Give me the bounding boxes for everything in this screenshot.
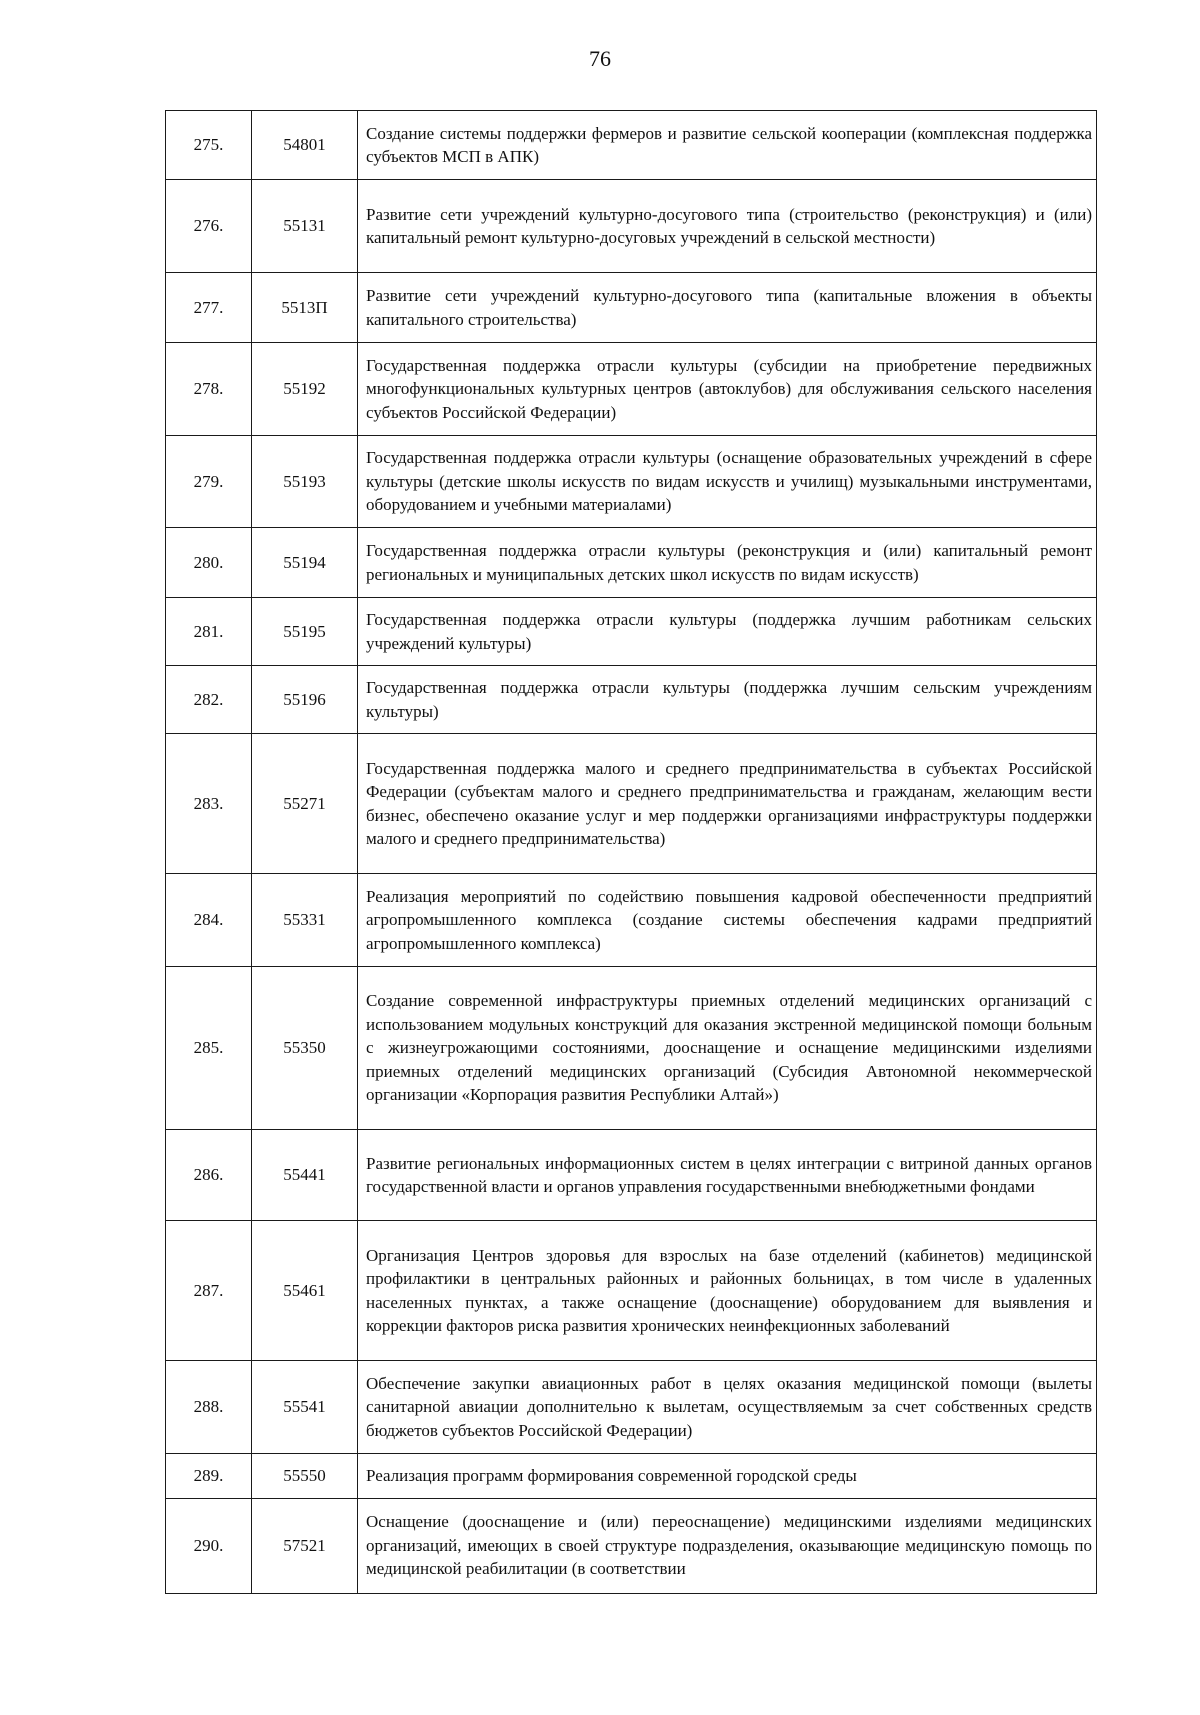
row-number: 290. <box>166 1498 252 1593</box>
row-code: 5513П <box>252 273 358 343</box>
table-row <box>166 666 1097 734</box>
table-row <box>166 967 1097 1130</box>
row-number: 286. <box>166 1130 252 1221</box>
row-description: Развитие сети учреждений культурно-досугового типа (капитальные вложения в объекты капитального строительства) <box>358 273 1097 343</box>
table-row <box>166 111 1097 180</box>
row-code: 55194 <box>252 528 358 598</box>
row-description: Государственная поддержка малого и среднего предпринимательства в субъектах Российской Федерации (субъектам малого и среднего предпринимательства и гражданам, желающим вести бизнес, обеспечено оказание услуг и мер поддержки организациями инфраструктуры поддержки малого и среднего предпринимательства) <box>358 734 1097 874</box>
row-description: Государственная поддержка отрасли культуры (поддержка лучшим сельским учреждениям культуры) <box>358 666 1097 734</box>
table-row <box>166 528 1097 598</box>
row-code: 54801 <box>252 111 358 180</box>
row-code: 55441 <box>252 1130 358 1221</box>
row-code: 55331 <box>252 874 358 967</box>
row-code: 55196 <box>252 666 358 734</box>
row-code: 57521 <box>252 1498 358 1593</box>
row-number: 285. <box>166 967 252 1130</box>
row-description: Создание системы поддержки фермеров и развитие сельской кооперации (комплексная поддержка субъектов МСП в АПК) <box>358 111 1097 180</box>
page-number: 76 <box>589 46 611 71</box>
table-row <box>166 1130 1097 1221</box>
row-code: 55131 <box>252 180 358 273</box>
row-number: 279. <box>166 436 252 528</box>
row-number: 283. <box>166 734 252 874</box>
table-row <box>166 1498 1097 1593</box>
row-description: Организация Центров здоровья для взрослых на базе отделений (кабинетов) медицинской профилактики в центральных районных и районных больницах, в том числе в удаленных населенных пунктах, а также оснащение (дооснащение) оборудованием для выявления и коррекции факторов риска развития хронических неинфекционных заболеваний <box>358 1221 1097 1361</box>
table-row <box>166 1454 1097 1499</box>
row-code: 55195 <box>252 598 358 666</box>
row-description: Реализация мероприятий по содействию повышения кадровой обеспеченности предприятий агропромышленного комплекса (создание системы обеспечения кадрами предприятий агропромышленного комплекса) <box>358 874 1097 967</box>
row-code: 55350 <box>252 967 358 1130</box>
table-row <box>166 180 1097 273</box>
row-number: 278. <box>166 343 252 436</box>
row-description: Государственная поддержка отрасли культуры (оснащение образовательных учреждений в сфере культуры (детские школы искусств по видам искусств и училищ) музыкальными инструментами, оборудованием и учебными материалами) <box>358 436 1097 528</box>
row-description: Государственная поддержка отрасли культуры (субсидии на приобретение передвижных многофункциональных культурных центров (автоклубов) для обслуживания сельского населения субъектов Российской Федерации) <box>358 343 1097 436</box>
row-code: 55271 <box>252 734 358 874</box>
row-description: Развитие сети учреждений культурно-досугового типа (строительство (реконструкция) и (или) капитальный ремонт культурно-досуговых учреждений в сельской местности) <box>358 180 1097 273</box>
table-body <box>166 111 1097 1594</box>
budget-table <box>165 110 1097 1594</box>
row-description: Государственная поддержка отрасли культуры (поддержка лучшим работникам сельских учреждений культуры) <box>358 598 1097 666</box>
row-code: 55193 <box>252 436 358 528</box>
table-row <box>166 598 1097 666</box>
table-row <box>166 874 1097 967</box>
table-row <box>166 1221 1097 1361</box>
table-row <box>166 436 1097 528</box>
row-code: 55550 <box>252 1454 358 1499</box>
row-description: Государственная поддержка отрасли культуры (реконструкция и (или) капитальный ремонт региональных и муниципальных детских школ искусств по видам искусств) <box>358 528 1097 598</box>
row-number: 284. <box>166 874 252 967</box>
row-description: Создание современной инфраструктуры приемных отделений медицинских организаций с использованием модульных конструкций для оказания экстренной медицинской помощи больным с жизнеугрожающими состояниями, дооснащение и оснащение медицинскими изделиями приемных отделений медицинских организаций (Субсидия Автономной некоммерческой организации «Корпорация развития Республики Алтай») <box>358 967 1097 1130</box>
row-code: 55541 <box>252 1361 358 1454</box>
row-description: Обеспечение закупки авиационных работ в целях оказания медицинской помощи (вылеты санитарной авиации дополнительно к вылетам, осуществляемым за счет собственных средств бюджетов субъектов Российской Федерации) <box>358 1361 1097 1454</box>
row-number: 287. <box>166 1221 252 1361</box>
row-number: 280. <box>166 528 252 598</box>
row-code: 55192 <box>252 343 358 436</box>
row-number: 276. <box>166 180 252 273</box>
row-description: Развитие региональных информационных систем в целях интеграции с витриной данных органов государственной власти и органов управления государственными внебюджетными фондами <box>358 1130 1097 1221</box>
table-row <box>166 734 1097 874</box>
row-number: 289. <box>166 1454 252 1499</box>
row-number: 277. <box>166 273 252 343</box>
row-number: 288. <box>166 1361 252 1454</box>
row-number: 281. <box>166 598 252 666</box>
table-row <box>166 343 1097 436</box>
row-number: 282. <box>166 666 252 734</box>
row-code: 55461 <box>252 1221 358 1361</box>
table-row <box>166 1361 1097 1454</box>
row-description: Оснащение (дооснащение и (или) переоснащение) медицинскими изделиями медицинских организаций, имеющих в своей структуре подразделения, оказывающие медицинскую помощь по медицинской реабилитации (в соответствии <box>358 1498 1097 1593</box>
table-row <box>166 273 1097 343</box>
row-number: 275. <box>166 111 252 180</box>
row-description: Реализация программ формирования современной городской среды <box>358 1454 1097 1499</box>
